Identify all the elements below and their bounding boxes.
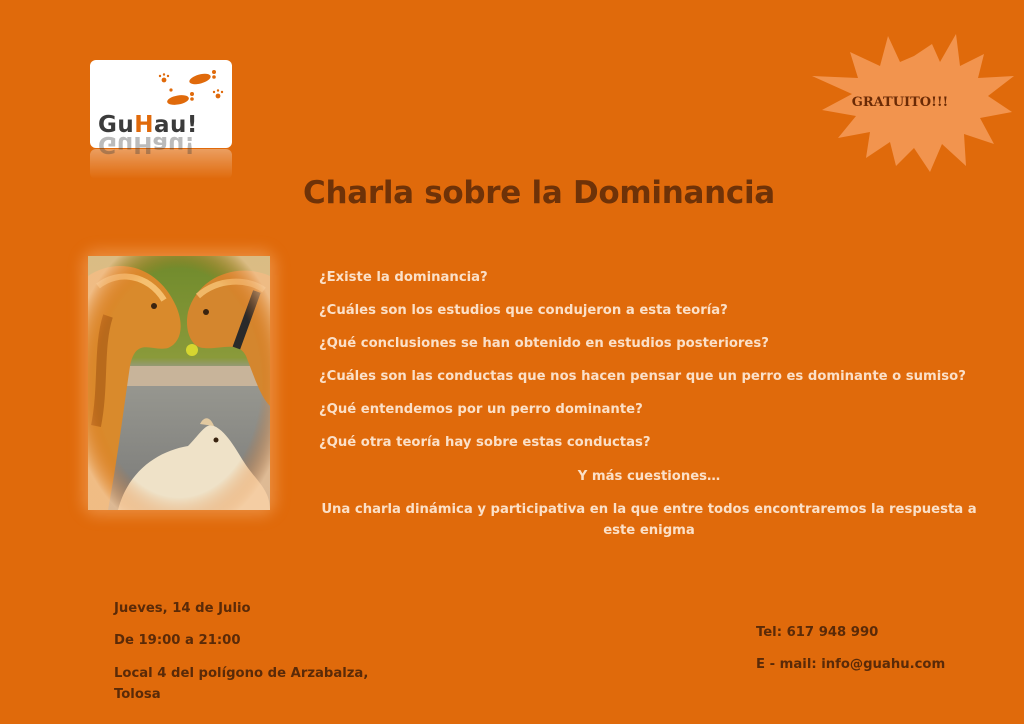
question-item: ¿Qué conclusiones se han obtenido en estudios posteriores?: [319, 336, 769, 351]
question-item: ¿Qué otra teoría hay sobre estas conductas?: [319, 435, 651, 450]
question-item: ¿Cuáles son las conductas que nos hacen pensar que un perro es dominante o sumiso?: [319, 369, 966, 384]
event-time: De 19:00 a 21:00: [114, 633, 241, 648]
question-item: ¿Cuáles son los estudios que condujeron a esta teoría?: [319, 303, 728, 318]
event-place: Local 4 del polígono de Arzabalza,: [114, 666, 369, 681]
logo-wordmark: GuHau!: [98, 112, 198, 138]
question-item: ¿Existe la dominancia?: [319, 270, 488, 285]
contact-phone: Tel: 617 948 990: [756, 625, 879, 640]
contact-email: E - mail: info@guahu.com: [756, 657, 946, 672]
dogs-photo: [88, 256, 270, 510]
question-item: ¿Qué entendemos por un perro dominante?: [319, 402, 643, 417]
event-place-city: Tolosa: [114, 687, 161, 702]
logo-reflection: GuHau!: [90, 149, 232, 179]
event-date: Jueves, 14 de Julio: [114, 601, 251, 616]
paw-footprints-icon: [156, 66, 226, 110]
free-label: GRATUITO!!!: [851, 95, 949, 110]
summary-text: Una charla dinámica y participativa en la que entre todos encontraremos la respuesta a este enigma: [321, 502, 977, 538]
more-questions-text: Y más cuestiones…: [577, 469, 721, 484]
page-title: Charla sobre la Dominancia: [303, 175, 775, 211]
